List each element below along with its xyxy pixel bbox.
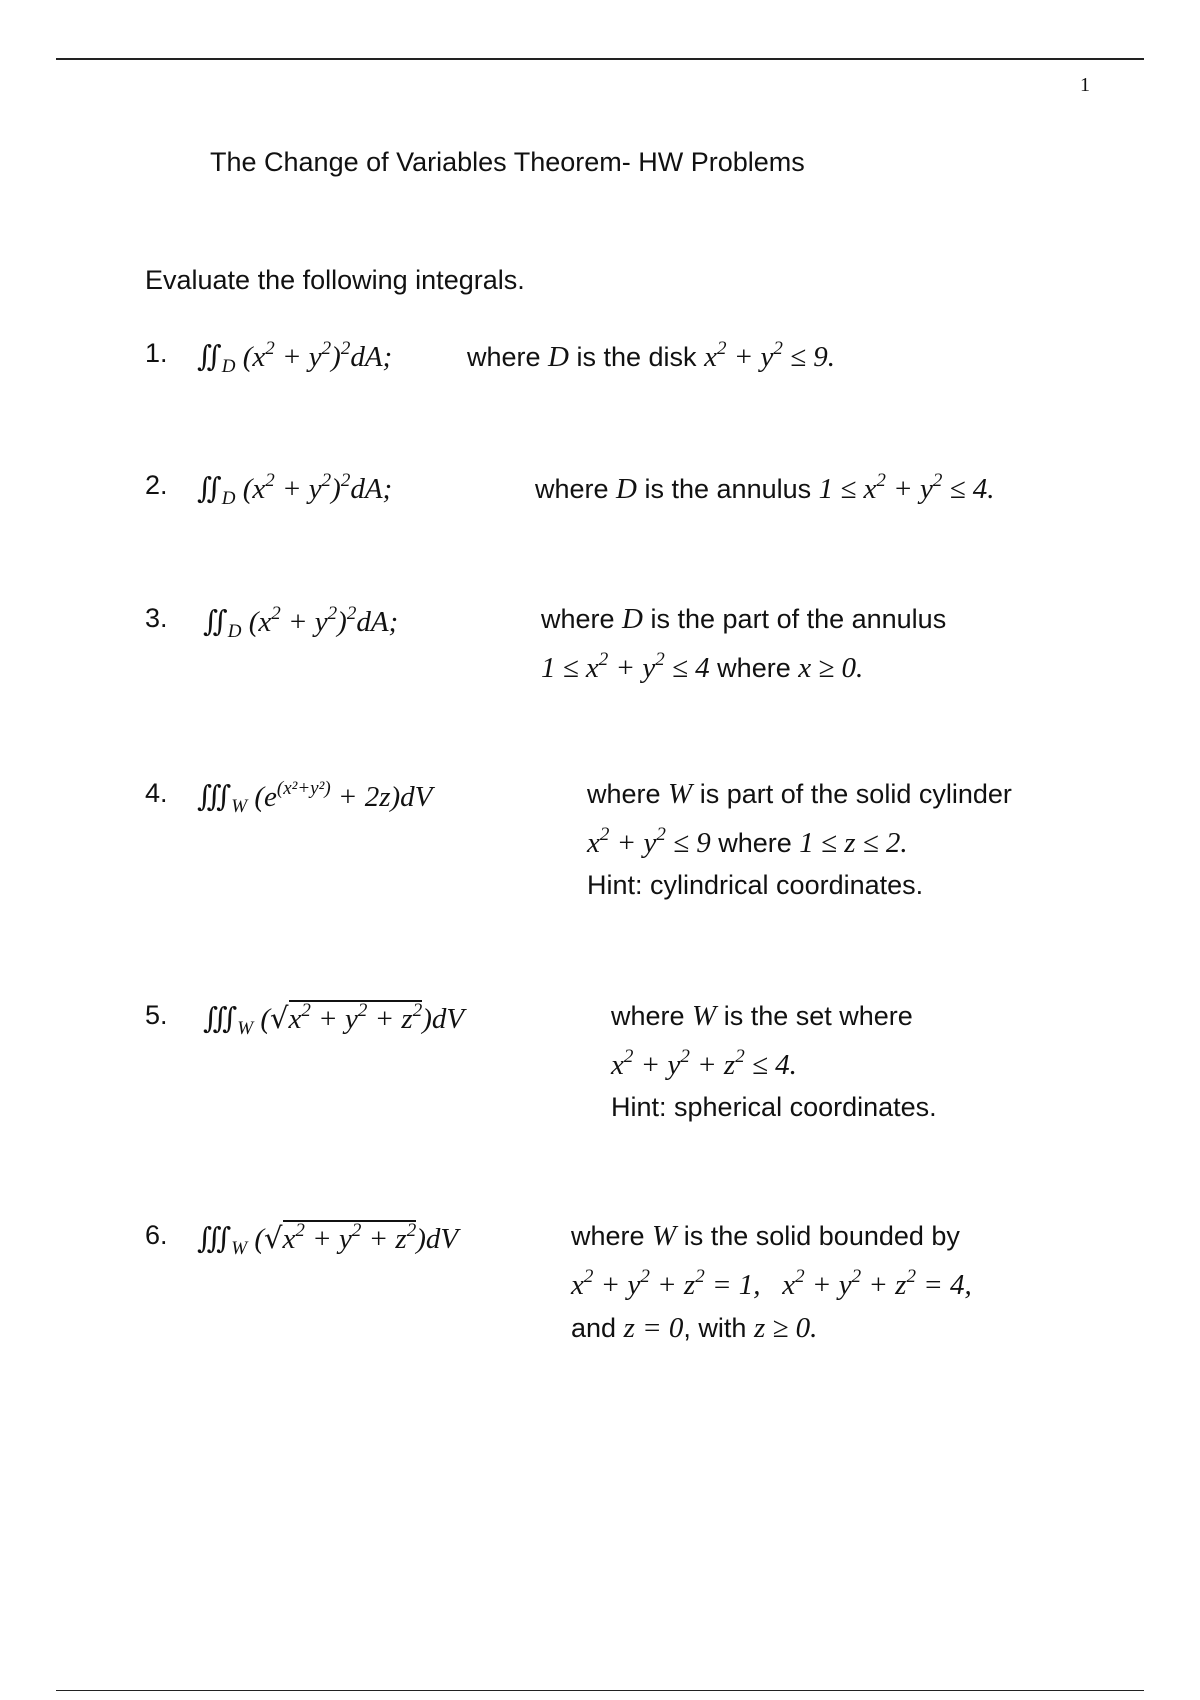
- problem-condition: where D is the annulus $1 \le x^2 + y^2 \le 4$.: [535, 470, 995, 505]
- problem-number: 3.: [145, 603, 168, 633]
- integral-expression: $∬_D$ $(x^2 + y^2)^2dA$;: [203, 603, 399, 642]
- problem-number: 1.: [145, 338, 168, 368]
- problem-condition: where W is part of the solid cylinder $x^2 + y^2 \le 9$ where 1 ≤ z ≤ 2. Hint: cylindrical coordinates.: [587, 778, 1012, 900]
- integral-expression: $∬_D$ $(x^2 + y^2)^2dA$;: [197, 470, 393, 509]
- problem-condition: where D is the part of the annulus $1 \le x^2 + y^2 \le 4$ where x ≥ 0.: [541, 603, 947, 684]
- footer-rule: [56, 1690, 1144, 1691]
- problem-condition: where W is the solid bounded by $x^2 + y^2 + z^2 = 1$, $x^2 + y^2 + z^2 = 4$, and z = 0, with z ≥ 0.: [571, 1220, 972, 1344]
- header-rule: [56, 58, 1144, 60]
- instructions: Evaluate the following integrals.: [145, 265, 525, 295]
- page-title: The Change of Variables Theorem- HW Problems: [210, 147, 805, 177]
- integral-expression: $∬_D$ $(x^2 + y^2)^2dA$;: [197, 338, 393, 377]
- problem-number: 4.: [145, 778, 168, 808]
- integral-expression: $∭_W$ $(√x^2 + y^2 + z^2)dV$: [203, 1000, 465, 1039]
- problem-condition: where D is the disk $x^2 + y^2 \le 9$.: [467, 338, 836, 373]
- problem-number: 2.: [145, 470, 168, 500]
- integral-expression: $∭_W$ $(e^{(x^2+y^2)} + 2z)dV$: [197, 778, 433, 817]
- problem-condition: where W is the set where $x^2 + y^2 + z^2 \le 4$. Hint: spherical coordinates.: [611, 1000, 937, 1122]
- problem-number: 5.: [145, 1000, 168, 1030]
- problem-number: 6.: [145, 1220, 168, 1250]
- integral-expression: $∭_W$ $(√x^2 + y^2 + z^2)dV$: [197, 1220, 459, 1259]
- page-number: 1: [1080, 74, 1090, 96]
